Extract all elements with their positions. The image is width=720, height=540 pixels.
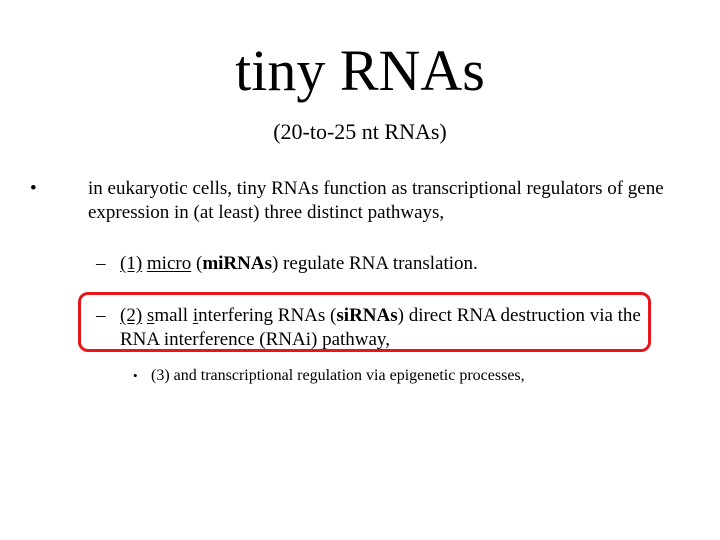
item-number: (2): [120, 305, 143, 326]
small-rest: mall: [154, 305, 193, 326]
sirna-abbr-suffix: RNAs: [349, 305, 398, 326]
interfering-rest: nterfering RNAs (: [198, 305, 337, 326]
item-number: (1): [120, 253, 143, 274]
slide-title: tiny RNAs: [235, 38, 485, 103]
bullet-marker: •: [133, 368, 138, 383]
micro-term: micro: [146, 253, 192, 274]
sirna-abbr-prefix: si: [336, 305, 350, 326]
open-paren: (: [191, 253, 203, 274]
mirna-abbr-prefix: mi: [202, 253, 224, 274]
bullet-marker: •: [30, 178, 37, 199]
dash-marker: –: [96, 305, 106, 326]
small-s: s: [146, 305, 155, 326]
sub-bullet-epigenetic-text: (3) and transcriptional regulation via epigenetic processes,: [151, 367, 525, 384]
dash-marker: –: [96, 253, 106, 274]
mirna-abbr-suffix: RNAs: [223, 253, 272, 274]
interfering-i: i: [192, 305, 199, 326]
slide-subtitle: (20-to-25 nt RNAs): [273, 119, 447, 144]
micro-rest: ) regulate RNA translation.: [271, 253, 478, 274]
main-bullet-text: in eukaryotic cells, tiny RNAs function as transcriptional regulators of gene expression in (at least) three distinct pathways,: [88, 178, 664, 223]
sub-bullet-micro-text: [120, 252, 680, 276]
highlight-box: [78, 292, 651, 352]
sirna-rest: ) direct RNA destruction via the RNA interference (RNAi) pathway,: [120, 305, 641, 350]
